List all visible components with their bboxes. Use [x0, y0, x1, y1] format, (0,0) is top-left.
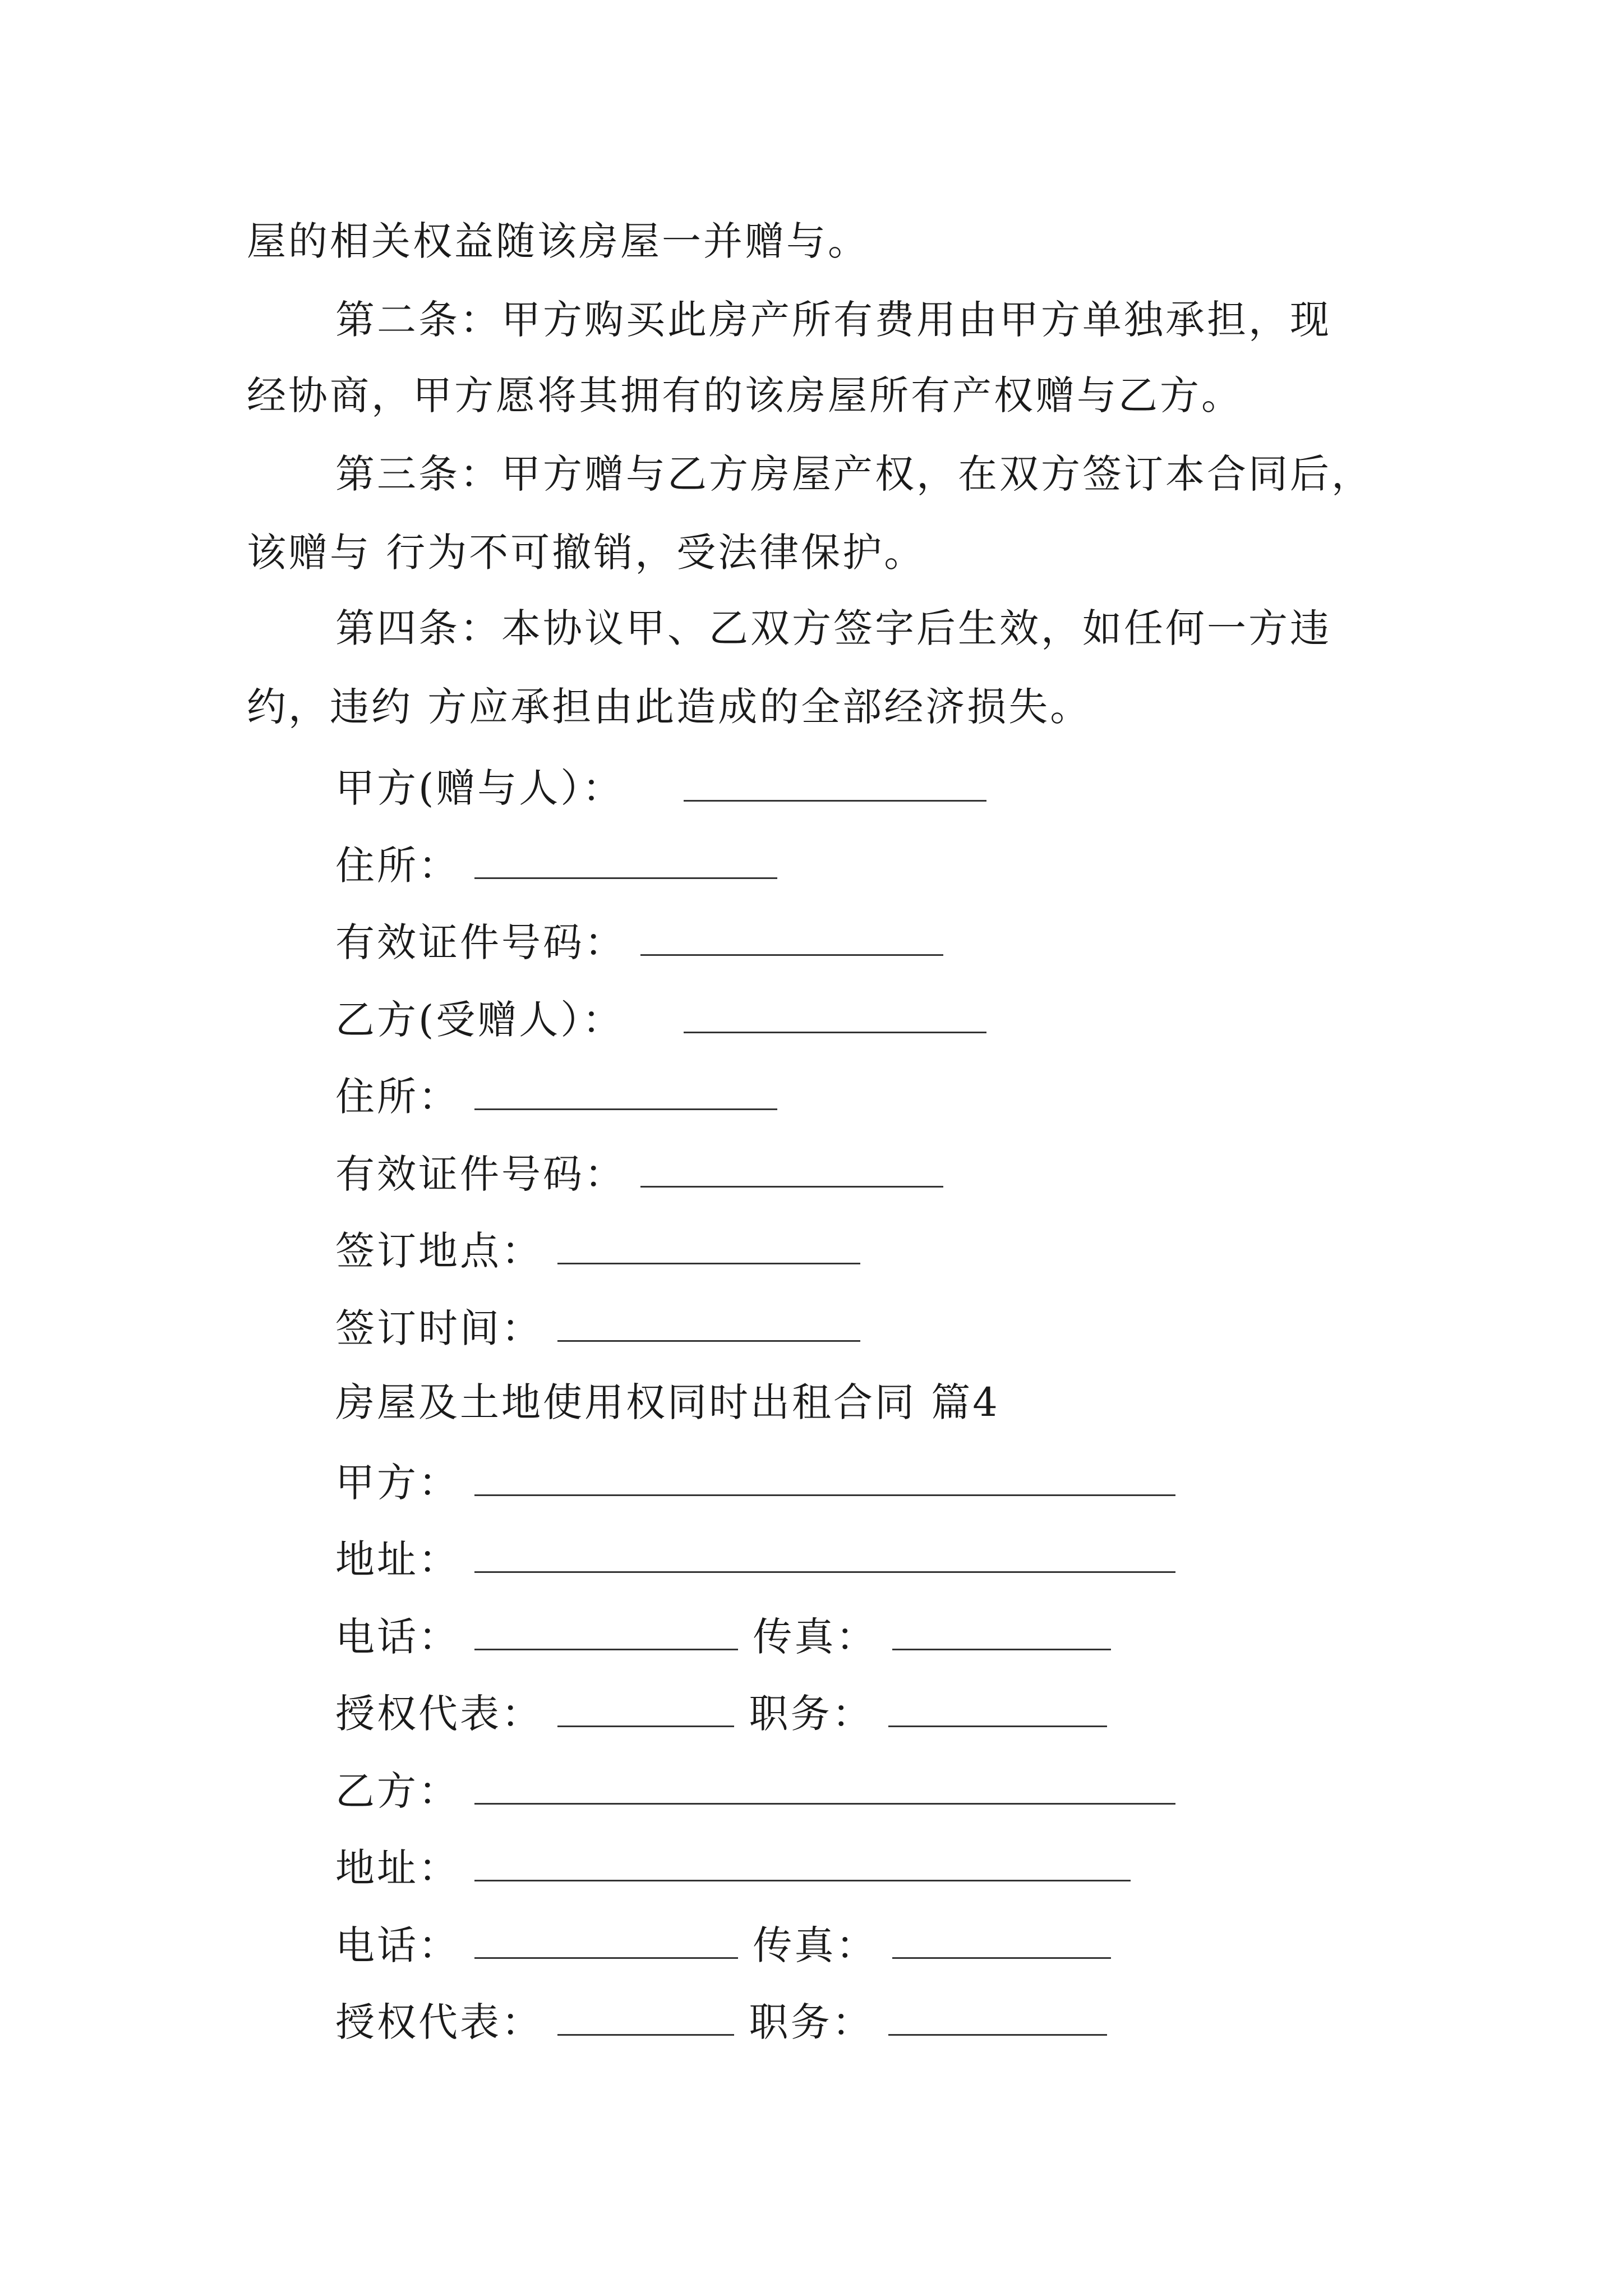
c4-party-a-address-row: [335, 1529, 1175, 1585]
c4-party-b-address-blank[interactable]: [474, 1837, 1131, 1881]
party-a-address-row: [335, 835, 777, 891]
c4-party-a-row: [335, 1452, 1175, 1508]
clause-4-text-a: 第四条：本协议甲、乙双方签字后生效，如任何一方违: [335, 605, 1331, 651]
c4-party-b-row: [335, 1760, 1175, 1816]
party-a-id-label: 有效证件号码：: [335, 919, 626, 965]
party-b-id-blank[interactable]: [640, 1143, 943, 1188]
c4-party-a-fax-label: 传真：: [753, 1614, 878, 1660]
c4-party-a-label: 甲方：: [335, 1460, 460, 1506]
c4-party-a-position-label: 职务：: [749, 1691, 874, 1737]
party-b-address-blank[interactable]: [474, 1066, 777, 1110]
c4-party-a-rep-blank[interactable]: [557, 1683, 734, 1727]
sign-time-blank[interactable]: [557, 1297, 860, 1342]
c4-party-a-blank[interactable]: [474, 1452, 1175, 1496]
party-b-address-label: 住所：: [335, 1074, 460, 1120]
sign-place-label: 签订地点：: [335, 1228, 543, 1274]
party-a-donor-blank[interactable]: [684, 757, 986, 802]
party-a-id-row: [335, 912, 943, 968]
c4-party-b-position-label: 职务：: [749, 1999, 874, 2045]
c4-party-b-rep-label: 授权代表：: [335, 1999, 543, 2045]
c4-party-b-fax-blank[interactable]: [892, 1915, 1111, 1959]
contract-4-title: [335, 1374, 1000, 1430]
clause-4-text-b: 约，违约 方应承担由此造成的全部经济损失。: [247, 684, 1092, 730]
party-b-recipient-row: [335, 989, 986, 1045]
c4-party-b-rep-blank[interactable]: [557, 1991, 734, 2036]
clause-3-line-1: [335, 446, 1373, 502]
party-b-id-label: 有效证件号码：: [335, 1151, 626, 1197]
clause-1-text-end: 屋的相关权益随该房屋一并赠与。: [247, 218, 869, 264]
party-a-address-blank[interactable]: [474, 835, 777, 879]
c4-party-a-rep-row: [335, 1683, 1107, 1739]
c4-party-b-blank[interactable]: [474, 1760, 1175, 1805]
party-a-donor-row: [335, 757, 986, 813]
c4-party-b-address-row: [335, 1837, 1131, 1893]
sign-place-blank[interactable]: [557, 1220, 860, 1264]
c4-party-b-address-label: 地址：: [335, 1845, 460, 1891]
clause-2-text-a: 第二条：甲方购买此房产所有费用由甲方单独承担，现: [335, 297, 1331, 343]
c4-party-b-phone-row: [335, 1915, 1111, 1971]
c4-party-a-address-blank[interactable]: [474, 1529, 1175, 1573]
c4-party-a-phone-row: [335, 1606, 1111, 1662]
c4-party-b-phone-label: 电话：: [335, 1922, 460, 1968]
sign-place-row: [335, 1220, 860, 1276]
party-b-recipient-label: 乙方(受赠人）：: [335, 997, 624, 1043]
clause-1-continuation: [247, 213, 869, 269]
c4-party-a-rep-label: 授权代表：: [335, 1691, 543, 1737]
clause-4-line-1: [335, 600, 1331, 656]
clause-4-line-2: [247, 679, 1091, 735]
party-b-recipient-blank[interactable]: [684, 989, 986, 1033]
party-b-id-row: [335, 1143, 943, 1199]
c4-party-b-label: 乙方：: [335, 1768, 460, 1814]
party-a-address-label: 住所：: [335, 843, 460, 889]
sign-time-row: [335, 1297, 860, 1354]
c4-party-a-fax-blank[interactable]: [892, 1606, 1111, 1650]
c4-party-b-phone-blank[interactable]: [474, 1915, 738, 1959]
c4-party-b-fax-label: 传真：: [753, 1922, 878, 1968]
c4-party-a-phone-label: 电话：: [335, 1614, 460, 1660]
c4-party-b-rep-row: [335, 1991, 1107, 2047]
clause-3-text-b: 该赠与 行为不可撤销，受法律保护。: [247, 530, 926, 576]
party-a-donor-label: 甲方(赠与人）：: [335, 765, 624, 811]
c4-party-a-address-label: 地址：: [335, 1536, 460, 1582]
party-a-id-blank[interactable]: [640, 912, 943, 956]
clause-2-line-2: [247, 367, 1243, 424]
clause-2-text-b: 经协商，甲方愿将其拥有的该房屋所有产权赠与乙方。: [247, 372, 1243, 418]
clause-2-line-1: [335, 292, 1331, 348]
clause-3-text-a: 第三条：甲方赠与乙方房屋产权，在双方签订本合同后，: [335, 451, 1373, 497]
c4-party-a-phone-blank[interactable]: [474, 1606, 738, 1650]
party-b-address-row: [335, 1066, 777, 1122]
contract-4-title-text: 房屋及土地使用权同时出租合同 篇4: [335, 1379, 1000, 1425]
clause-3-line-2: [247, 524, 925, 581]
c4-party-b-position-blank[interactable]: [888, 1991, 1107, 2036]
c4-party-a-position-blank[interactable]: [888, 1683, 1107, 1727]
sign-time-label: 签订时间：: [335, 1305, 543, 1351]
